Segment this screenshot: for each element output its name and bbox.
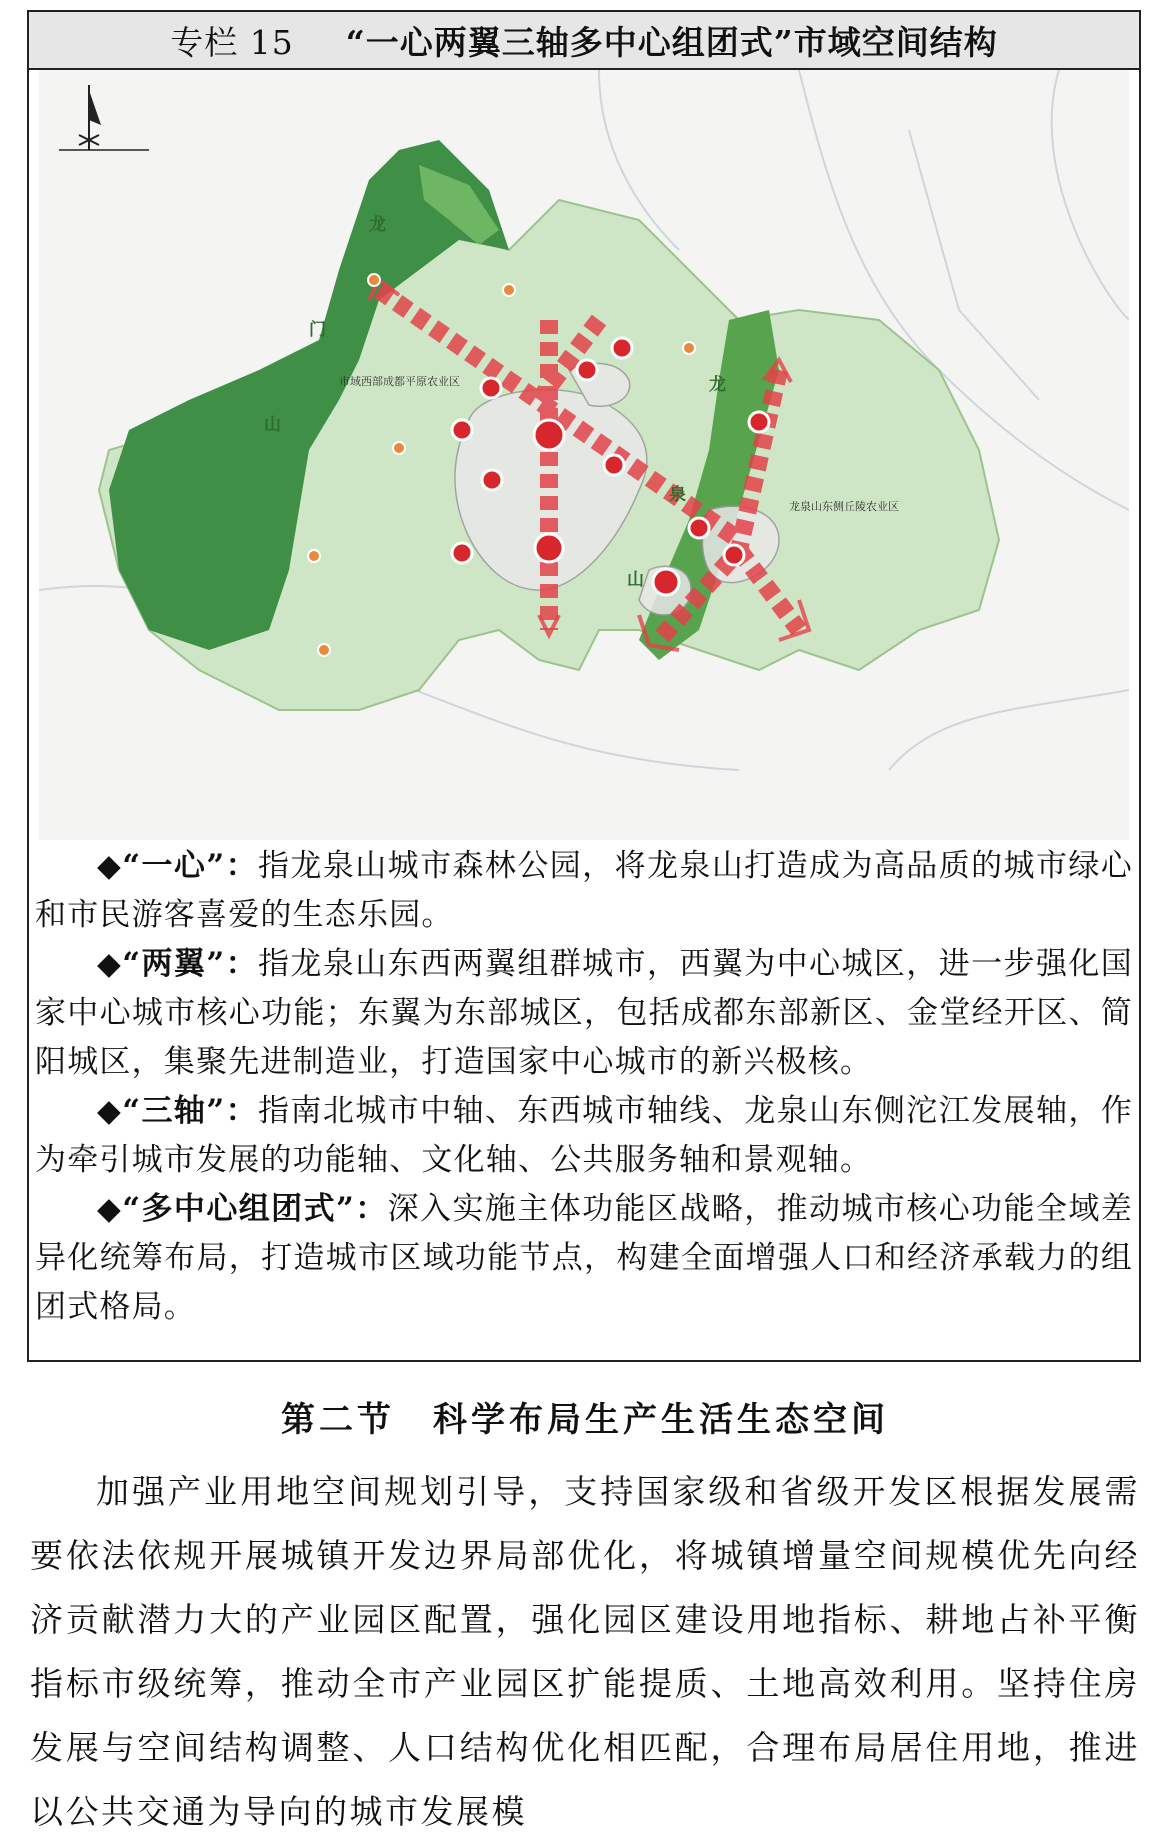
paragraph: 加强产业用地空间规划引导，支持国家级和省级开发区根据发展需要依法依规开展城镇开发边界局部优化，将城镇增量空间规模优先向经济贡献潜力大的产业园区配置，强化园区建设用地指标、耕地占补平衡指标市级统筹，推动全市产业园区扩能提质、土地高效利用。坚持住房发展与空间结构调整、人口结构优化相匹配，合理布局居住用地，推进以公共交通为导向的城市发展模 [30, 1472, 1140, 1831]
item-one-heart: ◆“一心”：指龙泉山城市森林公园，将龙泉山打造成为高品质的城市绿心和市民游客喜爱的生态乐园。 [35, 848, 1133, 933]
label-west-zone: 市域西部成都平原农业区 [339, 375, 460, 388]
item-two-wings: ◆“两翼”：指龙泉山东西两翼组群城市，西翼为中心城区，进一步强化国家中心城市核心功能；东翼为东部城区，包括成都东部新区、金堂经开区、简阳城区，集聚先进制造业，打造国家中心城市的新兴极核。 [35, 946, 1133, 1080]
north-arrow-icon [59, 85, 149, 150]
item-three-axes: ◆“三轴”：指南北城市中轴、东西城市轴线、龙泉山东侧沱江发展轴，作为牵引城市发展的功能轴、文化轴、公共服务轴和景观轴。 [35, 1093, 1133, 1178]
label-longmen-2: 门 [309, 320, 326, 340]
label-longquan-3: 山 [627, 570, 644, 590]
label-longmen-3: 山 [264, 415, 281, 435]
spatial-structure-map [39, 70, 1129, 840]
column-title [29, 12, 1139, 70]
section-title: 第二节 科学布局生产生活生态空间 [281, 1400, 889, 1440]
column-box [27, 10, 1141, 1362]
label-longmen-1: 龙 [369, 215, 386, 235]
column-title-text: “一心两翼三轴多中心组团式”市域空间结构 [345, 22, 998, 62]
body-text [30, 1460, 1140, 1844]
label-east-zone: 龙泉山东侧丘陵农业区 [789, 500, 899, 513]
column-items [29, 842, 1139, 1332]
map-graphic [39, 70, 1129, 840]
label-longquan-1: 龙 [709, 375, 726, 395]
label-longquan-2: 泉 [669, 485, 686, 505]
column-number: 专栏 15 [170, 22, 294, 62]
item-multi-center: ◆“多中心组团式”：深入实施主体功能区战略，推动城市核心功能全域差异化统筹布局，打造城市区域功能节点，构建全面增强人口和经济承载力的组团式格局。 [35, 1191, 1133, 1325]
